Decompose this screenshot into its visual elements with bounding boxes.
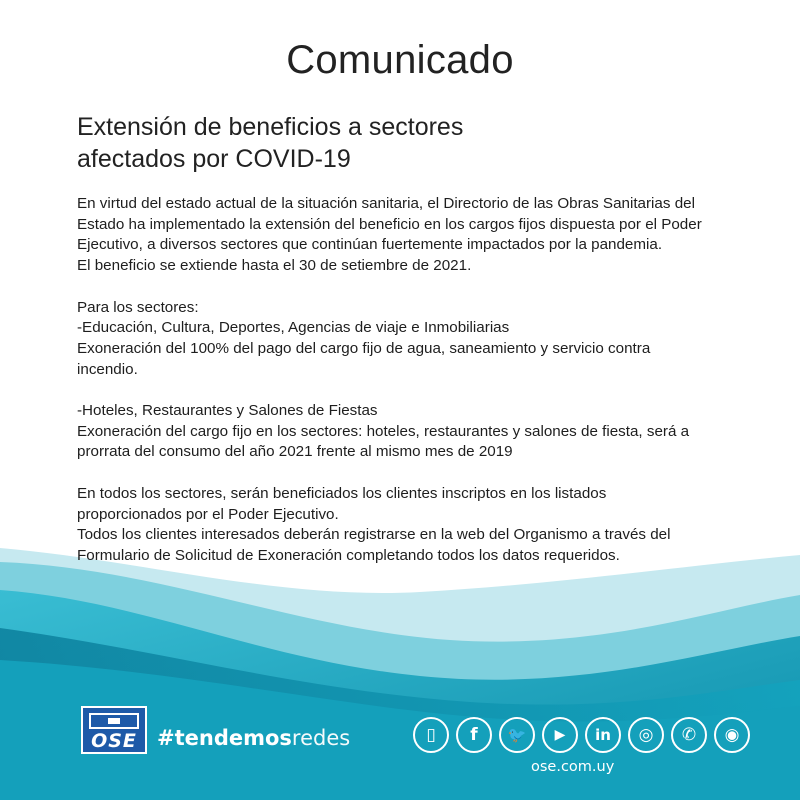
headline-line-1: Extensión de beneficios a sectores [77,113,464,141]
headline [77,111,677,175]
body-line: Estado ha implementado la extensión del beneficio en los cargos fijos dispuesta por el Poder [77,215,702,233]
logo-mark [89,713,139,729]
website-link[interactable]: ose.com.uy [531,759,615,775]
footer [0,690,800,800]
sectors-intro: Para los sectores: [77,298,199,316]
hashtag-light: redes [291,726,351,750]
body-line: Ejecutivo, a diversos sectores que continúan fuertemente impactados por la pandemia. [77,236,663,254]
facebook-icon[interactable]: f [456,717,492,753]
sector-2-detail: prorrata del consumo del año 2021 frente al mismo mes de 2019 [77,443,513,461]
sector-1-detail: Exoneración del 100% del pago del cargo fijo de agua, saneamiento y servicio contra [77,339,651,357]
hashtag [157,726,350,750]
whatsapp-icon[interactable]: ✆ [671,717,707,753]
linkedin-icon[interactable]: in [585,717,621,753]
page-title: Comunicado [286,38,514,82]
youtube-icon[interactable]: ▶ [542,717,578,753]
sector-2-detail: Exoneración del cargo fijo en los sectores: hoteles, restaurantes y salones de fiesta, será a [77,422,690,440]
mobile-icon[interactable]: ▯ [413,717,449,753]
hashtag-bold: #tendemos [157,726,292,750]
closing-line: proporcionados por el Poder Ejecutivo. [77,505,339,523]
instagram-icon[interactable]: ◎ [628,717,664,753]
ose-logo [81,706,147,754]
closing-line: En todos los sectores, serán beneficiados los clientes inscriptos en los listados [77,484,607,502]
sector-1-name: -Educación, Cultura, Deportes, Agencias de viaje e Inmobiliarias [77,319,510,337]
headline-line-2: afectados por COVID-19 [77,145,351,173]
body-line: En virtud del estado actual de la situación sanitaria, el Directorio de las Obras Sanitarias del [77,195,695,212]
body-line: El beneficio se extiende hasta el 30 de setiembre de 2021. [77,257,472,275]
closing-line: Formulario de Solicitud de Exoneración completando todos los datos requeridos. [77,546,620,564]
twitter-icon[interactable]: 🐦 [499,717,535,753]
sector-2-name: -Hoteles, Restaurantes y Salones de Fiestas [77,402,378,419]
sector-1-detail: incendio. [77,360,138,378]
logo-text: OSE [91,730,137,752]
announcement-body [77,194,727,567]
web-globe-icon[interactable]: ◉ [714,717,750,753]
closing-line: Todos los clientes interesados deberán registrarse en la web del Organismo a través del [77,526,671,544]
